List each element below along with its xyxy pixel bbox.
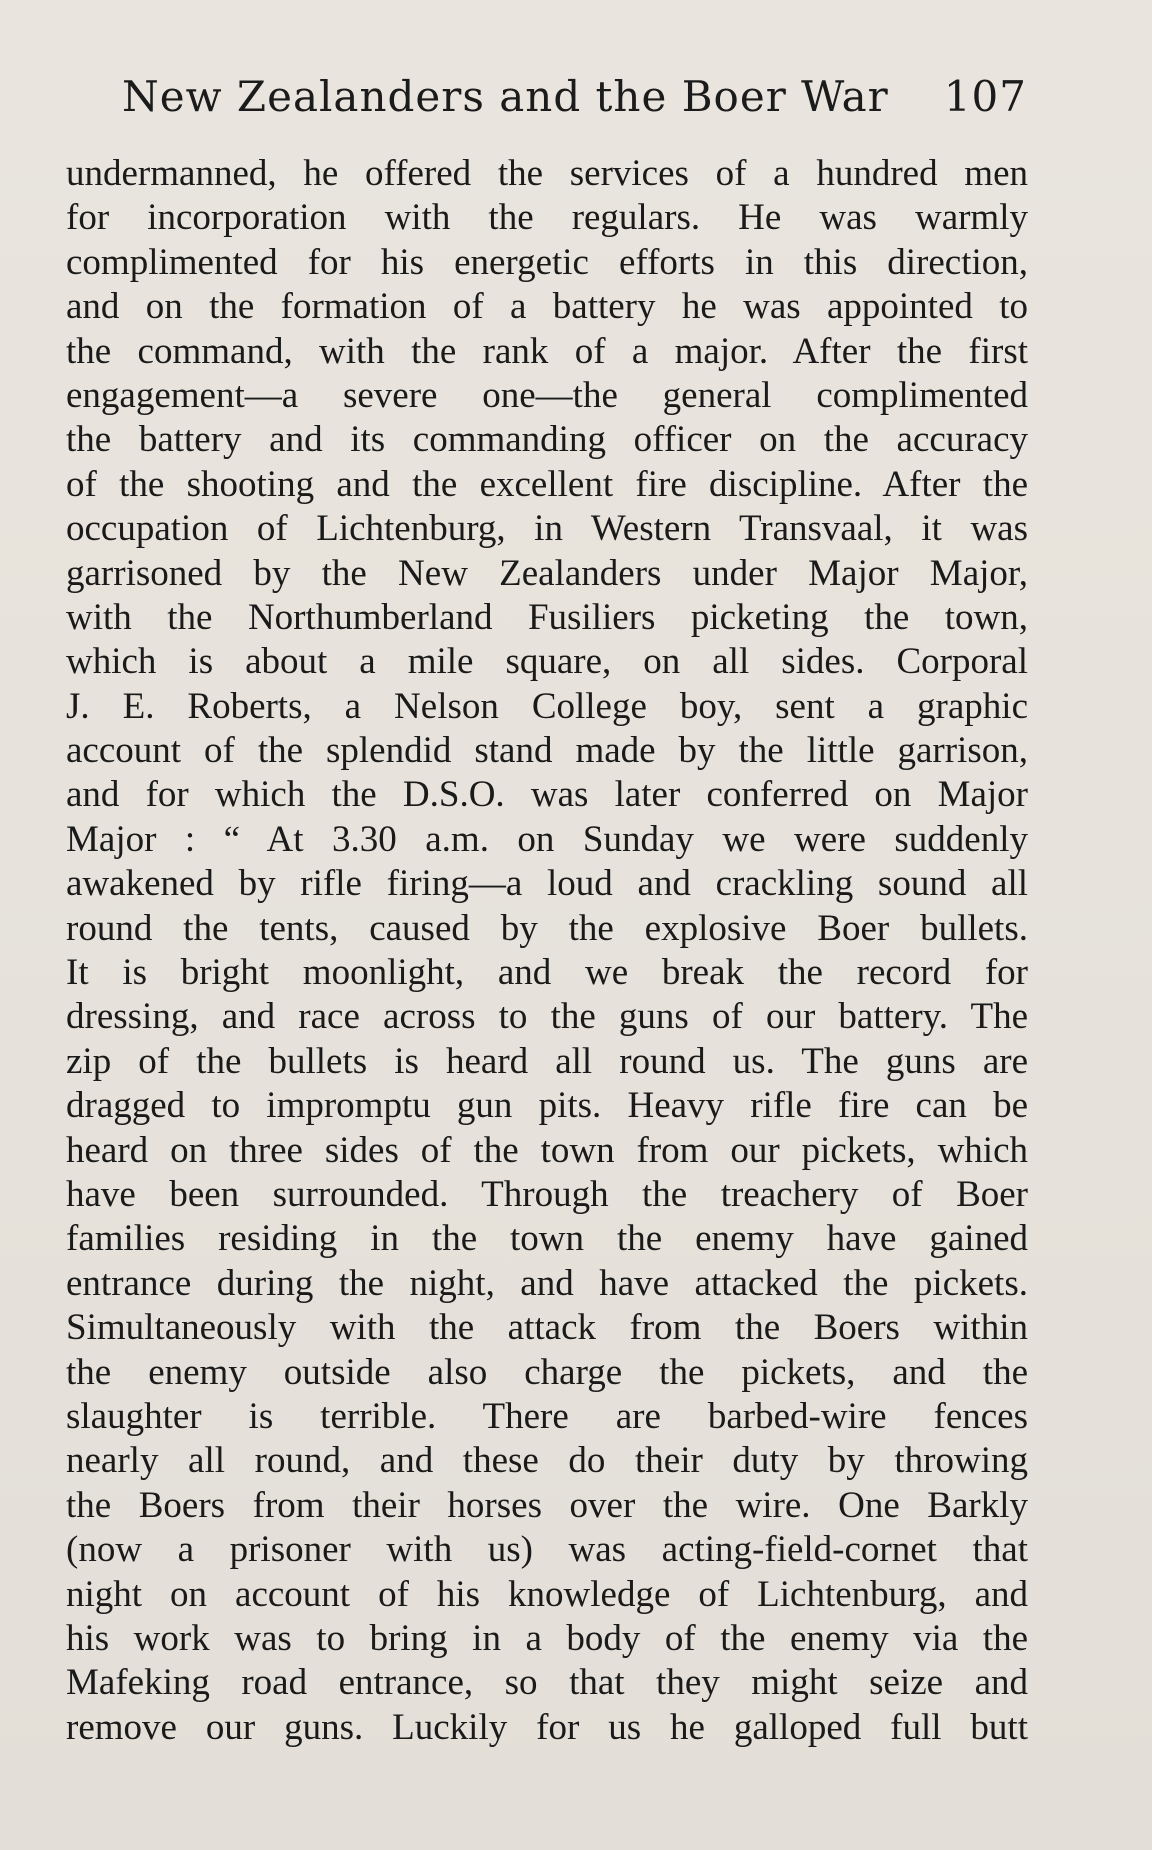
text-line: nearly all round, and these do their duty by throwing — [66, 1440, 1028, 1482]
text-line: families residing in the town the enemy have gained — [66, 1218, 1028, 1260]
text-line: occupation of Lichtenburg, in Western Transvaal, it was — [66, 508, 1028, 550]
text-line: dragged to impromptu gun pits. Heavy rifle fire can be — [66, 1085, 1028, 1127]
text-line: complimented for his energetic efforts in this direction, — [66, 241, 1028, 283]
text-line: the Boers from their horses over the wire. One Barkly — [66, 1484, 1028, 1526]
text-line: awakened by rifle firing—a loud and crackling sound all — [66, 863, 1028, 905]
text-line: It is bright moonlight, and we break the record for — [66, 952, 1028, 994]
text-line: heard on three sides of the town from our pickets, which — [66, 1129, 1028, 1171]
text-line: of the shooting and the excellent fire discipline. After the — [66, 463, 1028, 505]
text-line: Mafeking road entrance, so that they might seize and — [66, 1662, 1028, 1704]
text-line: the command, with the rank of a major. After the first — [66, 330, 1028, 372]
text-line: (now a prisoner with us) was acting-field-cornet that — [66, 1529, 1028, 1571]
text-line: engagement—a severe one—the general complimented — [66, 374, 1028, 416]
text-line: which is about a mile square, on all sides. Corporal — [66, 641, 1028, 683]
text-line: and for which the D.S.O. was later conferred on Major — [66, 774, 1028, 816]
text-line: Major : “ At 3.30 a.m. on Sunday we were suddenly — [66, 818, 1028, 860]
text-line: his work was to bring in a body of the enemy via the — [66, 1617, 1028, 1659]
text-line: night on account of his knowledge of Lichtenburg, and — [66, 1573, 1028, 1615]
page-number: 107 — [943, 72, 1027, 121]
text-line: Simultaneously with the attack from the Boers within — [66, 1307, 1028, 1349]
text-line: J. E. Roberts, a Nelson College boy, sent a graphic — [66, 685, 1028, 727]
text-line: have been surrounded. Through the treachery of Boer — [66, 1173, 1028, 1215]
text-line: undermanned, he offered the services of a hundred men — [66, 153, 1028, 194]
text-line: slaughter is terrible. There are barbed-wire fences — [66, 1395, 1028, 1437]
text-line: for incorporation with the regulars. He was warmly — [66, 197, 1028, 239]
running-header — [122, 72, 1027, 132]
text-line: the battery and its commanding officer on the accuracy — [66, 419, 1028, 461]
text-line: remove our guns. Luckily for us he galloped full butt — [66, 1706, 1028, 1748]
text-line: round the tents, caused by the explosive Boer bullets. — [66, 907, 1028, 949]
text-line: with the Northumberland Fusiliers picketing the town, — [66, 596, 1028, 638]
body-text — [66, 152, 1028, 1750]
running-title: New Zealanders and the Boer War — [122, 72, 889, 121]
text-line: entrance during the night, and have attacked the pickets. — [66, 1262, 1028, 1304]
text-line: the enemy outside also charge the pickets, and the — [66, 1351, 1028, 1393]
text-line: and on the formation of a battery he was appointed to — [66, 286, 1028, 328]
text-line: garrisoned by the New Zealanders under Major Major, — [66, 552, 1028, 594]
text-line: zip of the bullets is heard all round us. The guns are — [66, 1040, 1028, 1082]
text-line: account of the splendid stand made by the little garrison, — [66, 730, 1028, 772]
text-line: dressing, and race across to the guns of our battery. The — [66, 996, 1028, 1038]
